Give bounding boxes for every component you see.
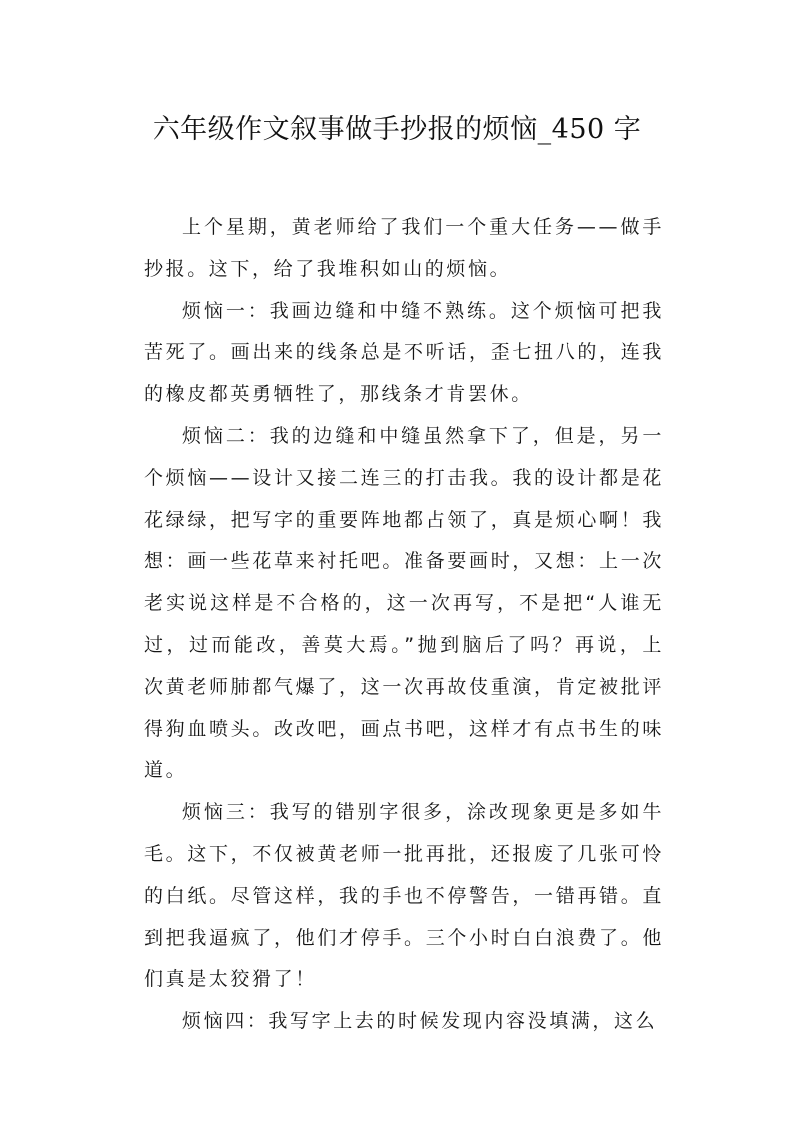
- paragraph-trouble-two: 烦恼二：我的边缝和中缝虽然拿下了，但是，另一个烦恼——设计又接二连三的打击我。我的设计都是花花绿绿，把写字的重要阵地都占领了，真是烦心啊！我想：画一些花草来衬托吧。准备要画时，又想：上一次老实说这样是不合格的，这一次再写，不是把“人谁无过，过而能改，善莫大焉。”抛到脑后了吗？再说，上次黄老师肺都气爆了，这一次再故伎重演，肯定被批评得狗血喷头。改改吧，画点书吧，这样才有点书生的味道。: [144, 424, 664, 782]
- paragraph-intro: 上个星期，黄老师给了我们一个重大任务——做手抄报。这下，给了我堆积如山的烦恼。: [144, 216, 664, 280]
- paragraph-trouble-three: 烦恼三：我写的错别字很多，涂改现象更是多如牛毛。这下，不仅被黄老师一批再批，还报废了几张可怜的白纸。尽管这样，我的手也不停警告，一错再错。直到把我逼疯了，他们才停手。三个小时白白浪费了。他们真是太狡猾了！: [144, 801, 664, 991]
- document-body: [144, 207, 664, 1043]
- paragraph-trouble-one: 烦恼一：我画边缝和中缝不熟练。这个烦恼可把我苦死了。画出来的线条总是不听话，歪七扭八的，连我的橡皮都英勇牺牲了，那线条才肯罢休。: [144, 299, 664, 406]
- document-title: 六年级作文叙事做手抄报的烦恼_450 字: [152, 114, 642, 145]
- paragraph-trouble-four: 烦恼四：我写字上去的时候发现内容没填满，这么: [182, 1010, 658, 1033]
